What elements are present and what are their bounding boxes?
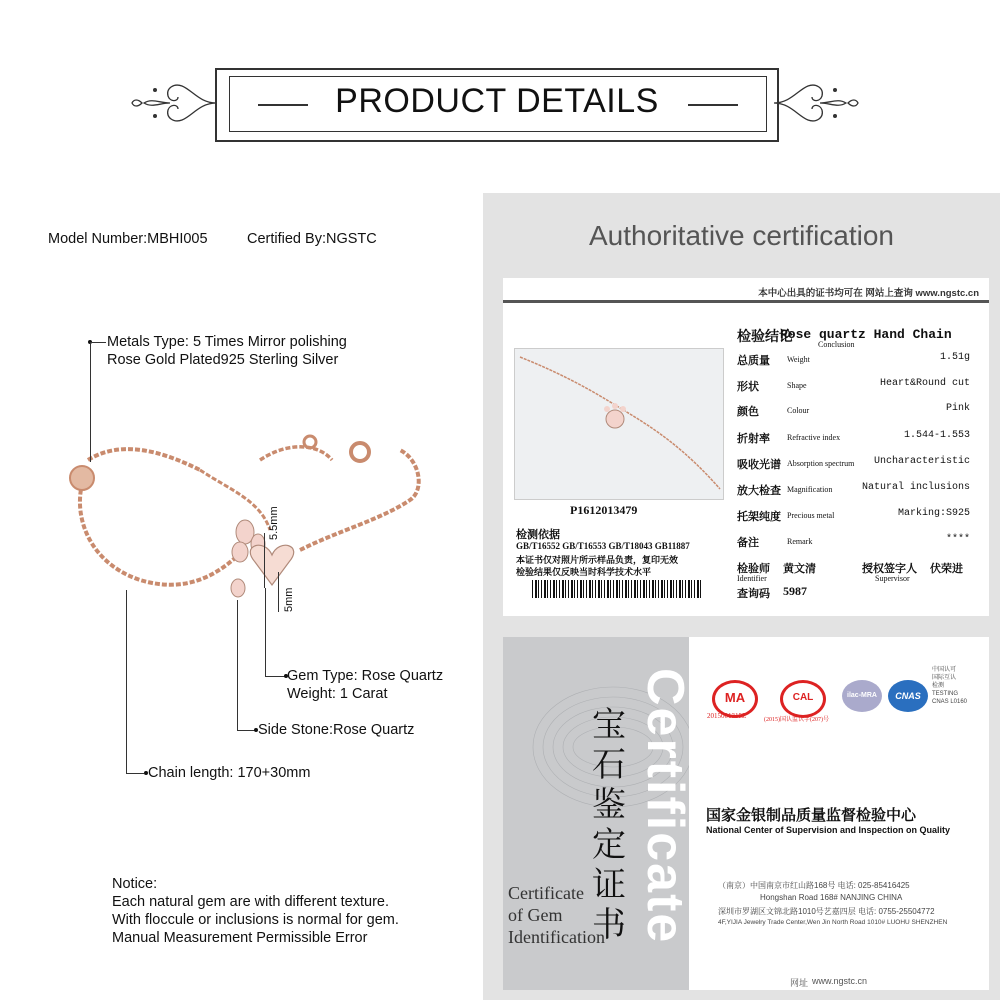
inspector-label: 检验师 <box>737 563 770 575</box>
report-row-label: 放大检查 <box>737 485 781 497</box>
query-label: 查询码 <box>737 588 770 600</box>
cnas-note-line: 国际互认 <box>932 675 957 681</box>
notice-line: Each natural gem are with different texture. <box>112 894 389 910</box>
report-row-value: Heart&Round cut <box>879 378 970 389</box>
gem-type: Gem Type: Rose Quartz <box>287 668 444 684</box>
report-row-label: 折射率 <box>737 433 770 445</box>
website: www.ngstc.cn <box>812 976 868 986</box>
callout-line <box>126 773 144 774</box>
dimension-line <box>278 572 279 612</box>
gem-cert-en-title: Certificate <box>508 883 584 903</box>
supervisor-label: 授权签字人 <box>862 563 917 575</box>
gem-cert-en-title: Identification <box>508 927 605 947</box>
report-row-label-en: Colour <box>787 406 810 415</box>
report-top-note: 本中心出具的证书均可在 网站上查询 www.ngstc.cn <box>758 288 979 299</box>
ma-logo-label: MA <box>724 690 746 705</box>
gem-weight: Weight: 1 Carat <box>287 686 388 702</box>
notice-title: Notice: <box>112 876 158 892</box>
watermark-text: Certificate <box>636 668 694 945</box>
dimension-a-label: 5.5mm <box>268 506 280 540</box>
flourish-icon <box>774 72 860 134</box>
side-stone: Side Stone:Rose Quartz <box>258 722 415 738</box>
model-number: Model Number:MBHI005 <box>48 231 208 247</box>
report-row-label: 总质量 <box>737 355 770 367</box>
certification-heading: Authoritative certification <box>588 220 895 251</box>
report-row-value: Natural inclusions <box>861 482 970 493</box>
address-line: 4F,YIJIA Jewelry Trade Center,Wen Jin North Road 1010# LUOHU SHENZHEN <box>718 919 948 926</box>
address-line: Hongshan Road 168# NANJING CHINA <box>760 893 903 902</box>
address-line: 深圳市罗湖区文锦北路1010号艺嘉四层 电话: 0755-25504772 <box>718 907 935 916</box>
callout-line <box>237 600 238 730</box>
cnas-logo-label: CNAS <box>895 691 921 701</box>
report-row-value: **** <box>945 534 970 545</box>
gem-cert-cn-title: 宝石鉴定证书 <box>592 705 626 945</box>
inspector-name: 黄文清 <box>783 563 816 575</box>
cnas-note-line: 检测 <box>932 683 945 689</box>
header-ornament-left <box>130 72 216 134</box>
report-row-label-en: Absorption spectrum <box>787 459 855 468</box>
report-row-label-en: Magnification <box>787 485 833 494</box>
report-row-value: Uncharacteristic <box>873 456 970 467</box>
dimension-a <box>268 506 280 540</box>
notice-line: With floccule or inclusions is normal for gem. <box>112 912 399 928</box>
certified-by: Certified By:NGSTC <box>247 231 377 247</box>
conclusion-label-en: Conclusion <box>818 340 855 349</box>
flourish-icon <box>130 72 216 134</box>
notice-line: Manual Measurement Permissible Error <box>112 930 368 946</box>
conclusion-value: Rose quartz Hand Chain <box>780 327 952 342</box>
center-name-en: National Center of Supervision and Inspection on Quality <box>706 825 951 835</box>
page-title: PRODUCT DETAILS <box>335 82 659 120</box>
report-row-label: 形状 <box>737 381 759 393</box>
report-row-label: 吸收光谱 <box>737 459 781 471</box>
cal-logo-icon <box>780 680 826 718</box>
ilac-logo-icon <box>842 680 882 712</box>
report-row-label-en: Remark <box>787 537 813 546</box>
cnas-note-line: CNAS L0160 <box>932 699 968 705</box>
website-prefix: 网址 <box>790 978 809 988</box>
query-code: 5987 <box>783 584 807 598</box>
report-row-label-en: Precious metal <box>787 511 835 520</box>
metals-plating: Rose Gold Plated925 Sterling Silver <box>107 352 339 368</box>
report-row-label-en: Refractive index <box>787 433 841 442</box>
certificate-watermark <box>636 668 700 968</box>
basis-title: 检测依据 <box>516 529 560 541</box>
metals-type: Metals Type: 5 Times Mirror polishing <box>107 334 347 350</box>
ilac-logo-label: ilac-MRA <box>847 692 877 699</box>
report-row-value: 1.544-1.553 <box>903 430 970 441</box>
report-row-value: Marking:S925 <box>897 508 970 519</box>
callout-line <box>90 342 91 462</box>
callout-line <box>90 342 106 343</box>
chain-length: Chain length: 170+30mm <box>148 765 311 781</box>
report-row-label: 颜色 <box>737 406 759 418</box>
cnas-note <box>932 666 967 706</box>
conclusion-label: 检验结论 <box>737 330 793 345</box>
dimension-b-label: 5mm <box>283 587 295 612</box>
report-row-value: Pink <box>945 403 970 414</box>
basis-note: 本证书仅对照片所示样品负责，复印无效 <box>516 555 679 565</box>
inspector-label-en: Identifier <box>737 574 767 583</box>
cnas-note-line: TESTING <box>932 691 959 697</box>
dimension-line <box>264 533 265 588</box>
dimension-b <box>283 588 295 612</box>
basis-standards: GB/T16552 GB/T16553 GB/T18043 GB11887 <box>516 541 690 551</box>
basis-note: 检验结果仅反映当时科学技术水平 <box>516 567 652 577</box>
callout-line <box>265 676 285 677</box>
callout-line <box>265 588 266 676</box>
report-row-label: 备注 <box>737 537 759 549</box>
report-row-label-en: Weight <box>787 355 810 364</box>
supervisor-label-en: Supervisor <box>875 574 910 583</box>
address-line: （南京）中国南京市红山路168号 电话: 025-85416425 <box>718 881 910 890</box>
report-row-value: 1.51g <box>939 352 970 363</box>
header-ornament-right <box>774 72 860 134</box>
cnas-note-line: 中国认可 <box>932 667 957 673</box>
serial-number: P1612013479 <box>570 503 638 517</box>
callout-line <box>126 590 127 773</box>
barcode <box>532 580 702 598</box>
callout-line <box>237 730 255 731</box>
cnas-logo-icon <box>888 680 928 712</box>
report-divider <box>503 300 989 303</box>
supervisor-name: 伏荣进 <box>930 563 963 575</box>
report-row-label: 托架纯度 <box>737 511 781 523</box>
cal-logo-label: CAL <box>792 692 814 703</box>
ma-number: 2015001315Z <box>707 712 747 720</box>
cal-number: (2015)国认监认字(207)号 <box>764 717 829 723</box>
gem-cert-en-title: of Gem <box>508 905 563 925</box>
report-row-label-en: Shape <box>787 381 807 390</box>
report-photo <box>514 348 724 500</box>
center-name-cn: 国家金银制品质量监督检验中心 <box>706 807 917 824</box>
